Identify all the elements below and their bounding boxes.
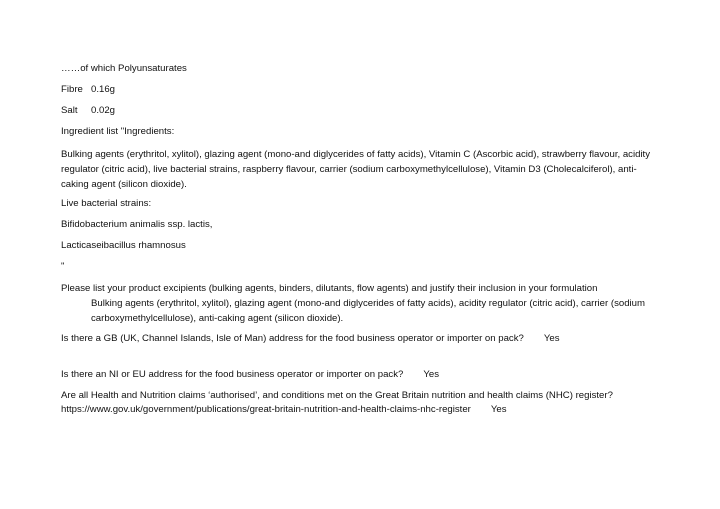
ni-eu-address-answer: Yes: [423, 369, 440, 380]
nhc-register-url: https://www.gov.uk/government/publications/great-britain-nutrition-and-health-claims-nhc-register: [61, 404, 471, 415]
ni-eu-address-question: Is there an NI or EU address for the food business operator or importer on pack?: [61, 369, 404, 380]
salt-label: Salt: [61, 105, 78, 116]
fibre-label: Fibre: [61, 84, 83, 95]
nhc-claims-answer: Yes: [490, 404, 507, 415]
strain-bifidobacterium: Bifidobacterium animalis ssp. lactis,: [61, 219, 213, 230]
excipients-question: Please list your product excipients (bulking agents, binders, dilutants, flow agents) and justify their inclusion in your formulation: [61, 283, 598, 294]
gb-address-question: Is there a GB (UK, Channel Islands, Isle of Man) address for the food business operator or importer on pack?: [61, 333, 524, 344]
ni-eu-address-question-line: [61, 368, 439, 382]
gb-address-question-line: [61, 332, 560, 346]
strain-lacticaseibacillus: Lacticaseibacillus rhamnosus: [61, 240, 186, 251]
live-strains-heading: Live bacterial strains:: [61, 198, 152, 209]
ingredient-list-heading: Ingredient list "Ingredients:: [61, 126, 175, 137]
fibre-value: 0.16g: [91, 84, 116, 95]
salt-value: 0.02g: [91, 105, 116, 116]
nhc-register-line: [61, 403, 507, 417]
fibre-line: [61, 83, 115, 97]
ingredient-list-text: Bulking agents (erythritol, xylitol), glazing agent (mono-and diglycerides of fatty acids), Vitamin C (Ascorbic acid), strawberry flavour, acidity regulator (citric acid), live bacterial strains, raspberry flavour, carrier (sodium carboxymethylcellulose), Vitamin D3 (Cholecalciferol), anti-caking agent (silicon dioxide).: [61, 149, 651, 190]
closing-quote: ": [61, 261, 65, 272]
polyunsaturates-line: [61, 62, 187, 76]
polyunsaturates-label: ……of which Polyunsaturates: [61, 63, 187, 74]
gb-address-answer: Yes: [543, 333, 560, 344]
excipients-answer: Bulking agents (erythritol, xylitol), glazing agent (mono-and diglycerides of fatty acids), acidity regulator (citric acid), carrier (sodium carboxymethylcellulose), anti-caking agent (silicon dioxide).: [91, 298, 645, 324]
nhc-claims-question: Are all Health and Nutrition claims ‘authorised’, and conditions met on the Great Britain nutrition and health claims (NHC) register?: [61, 390, 613, 401]
salt-line: [61, 104, 115, 118]
